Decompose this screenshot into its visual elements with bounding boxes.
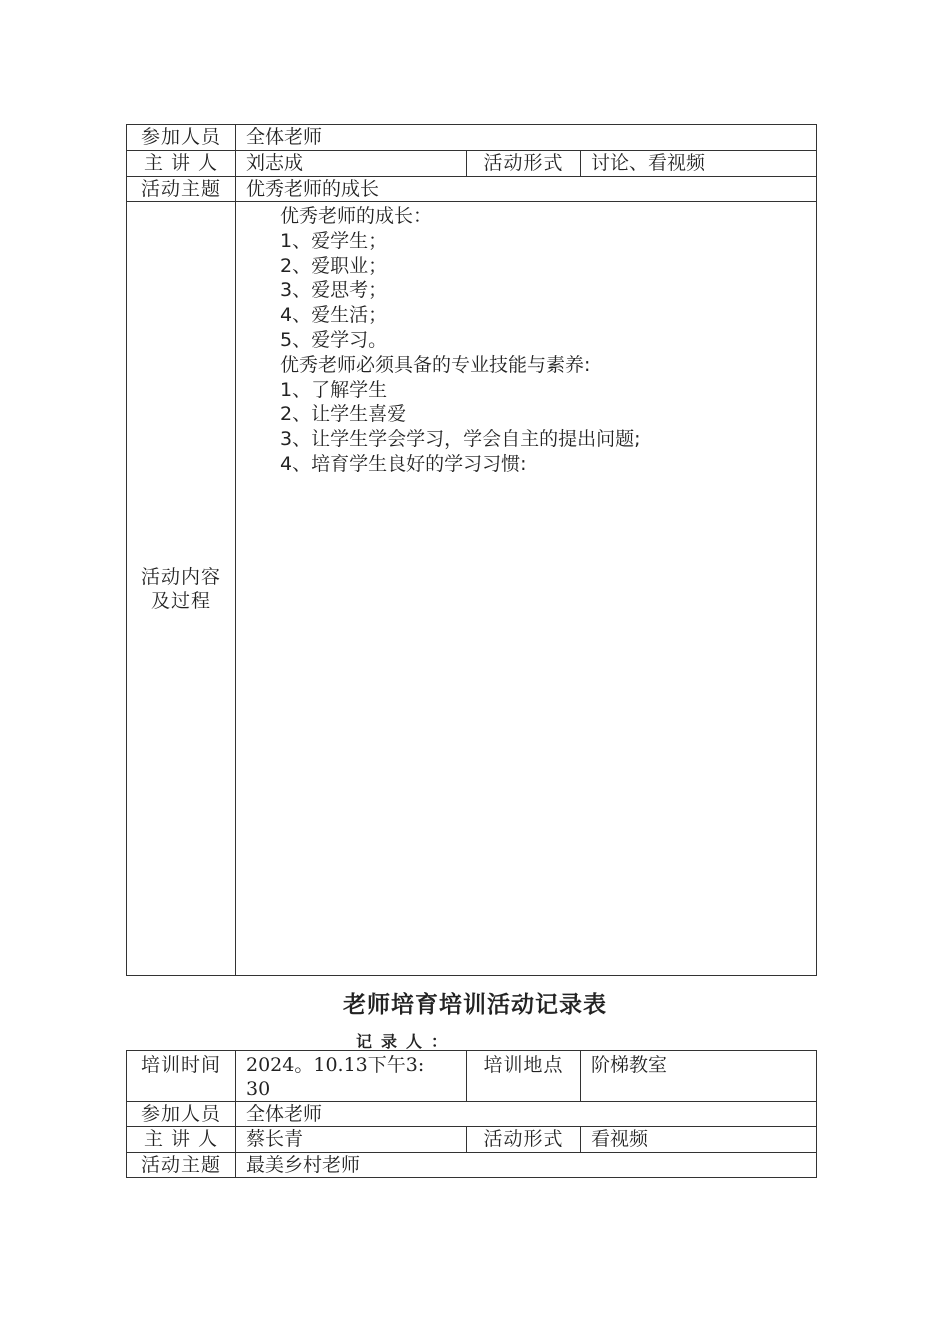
theme-value: 最美乡村老师 xyxy=(236,1153,817,1178)
time-label: 培训时间 xyxy=(127,1051,236,1102)
content-line: 3、爱思考； xyxy=(280,279,388,302)
content-line: 5、爱学习。 xyxy=(280,328,388,351)
speaker-value: 蔡长青 xyxy=(236,1127,467,1153)
place-label: 培训地点 xyxy=(467,1051,581,1102)
speaker-value: 刘志成 xyxy=(236,151,467,177)
place-value: 阶梯教室 xyxy=(581,1051,817,1102)
time-value xyxy=(236,1051,467,1102)
speaker-label: 主 讲 人 xyxy=(127,1127,236,1153)
content-label-line2: 及过程 xyxy=(150,589,211,612)
time-value-line1: 2024。10.13下午3: xyxy=(246,1054,425,1076)
form-value: 看视频 xyxy=(581,1127,817,1153)
form-label: 活动形式 xyxy=(467,1127,581,1153)
content-line: 3、让学生学会学习，学会自主的提出问题; xyxy=(280,428,641,451)
participants-label: 参加人员 xyxy=(127,1102,236,1127)
content-line: 优秀老师的成长： xyxy=(280,205,433,227)
content-label xyxy=(127,202,236,976)
content-line: 4、培育学生良好的学习习惯: xyxy=(280,452,527,475)
content-line: 4、爱生活； xyxy=(280,304,388,327)
form-label: 活动形式 xyxy=(467,151,581,177)
content-line: 1、爱学生； xyxy=(280,229,388,252)
content-line: 2、爱职业； xyxy=(280,254,388,277)
theme-label: 活动主题 xyxy=(127,1153,236,1178)
record-table-1 xyxy=(126,124,817,976)
form-value: 讨论、看视频 xyxy=(581,151,817,177)
recorder-label: 记录人： xyxy=(356,1032,457,1051)
participants-value: 全体老师 xyxy=(236,1102,817,1127)
content-line: 1、了解学生 xyxy=(280,378,388,401)
content-line: 优秀老师必须具备的专业技能与素养: xyxy=(280,353,591,376)
participants-value: 全体老师 xyxy=(236,125,817,151)
theme-value: 优秀老师的成长 xyxy=(236,177,817,202)
content-line: 2、让学生喜爱 xyxy=(280,403,407,426)
record-table-2 xyxy=(126,1050,817,1178)
page-title: 老师培育培训活动记录表 xyxy=(343,991,607,1018)
participants-label: 参加人员 xyxy=(127,125,236,151)
theme-label: 活动主题 xyxy=(127,177,236,202)
content-body xyxy=(236,202,817,976)
content-label-line1: 活动内容 xyxy=(140,565,221,588)
time-value-line2: 30 xyxy=(246,1078,271,1100)
speaker-label: 主 讲 人 xyxy=(127,151,236,177)
